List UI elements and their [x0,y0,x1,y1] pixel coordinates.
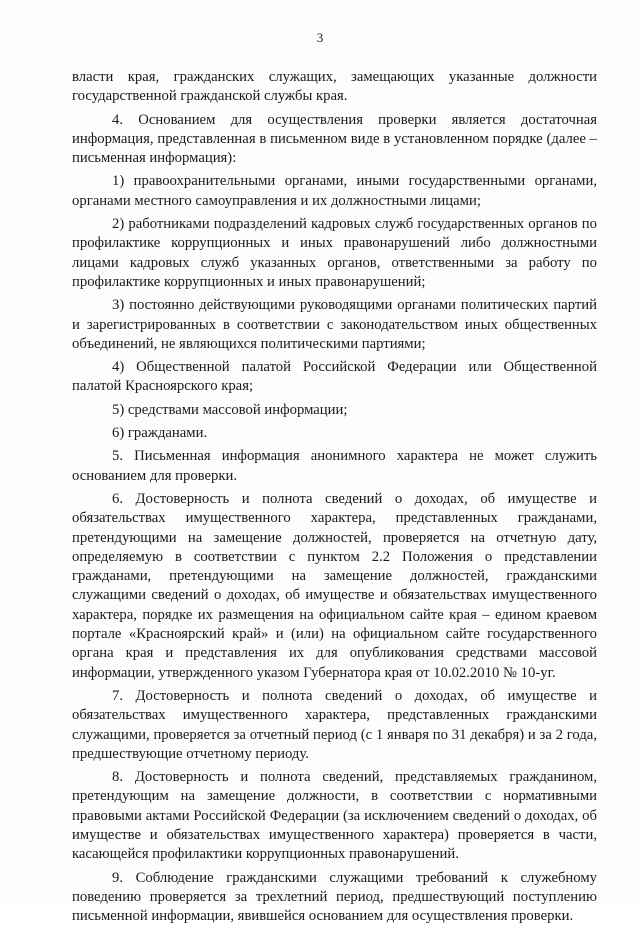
subitem-5: 5) средствами массовой информации; [112,401,348,418]
paragraph-item-6: 6. Достоверность и полнота сведений о доходах, об имуществе и обязательствах имущественного характера, представленных гражданами, претендующими на замещение должностей, проверяется на отчетную дату, определяемую в соответствии с пунктом 2.2 Положения о представлении гражданами, претендующими на замещение должностей, гражданскими служащими сведений о доходах, об имуществе и обязательствах имущественного характера, порядке их размещения на официальном сайте края – едином краевом портале «Красноярский край» и (или) на официальном сайте государственного органа края и представления их для опубликования средствами массовой информации, утвержденного указом Губернатора края от 10.02.2010 № 10-уг. [72,490,597,681]
document-body [72,68,597,930]
subitem-6: 6) гражданами. [112,425,208,442]
paragraph-item-8: 8. Достоверность и полнота сведений, представляемых гражданином, претендующим на замещение должности, в соответствии с нормативными правовыми актами Российской Федерации (за исключением сведений о доходах, об имуществе и обязательствах имущественного характера) проверяется в части, касающейся профилактики коррупционных правонарушений. [72,769,597,863]
page-number: 3 [316,30,324,45]
paragraph-item-4: 4. Основанием для осуществления проверки является достаточная информация, представленная в письменном виде в установленном порядке (далее – письменная информация): [72,111,597,167]
paragraph-item-7: 7. Достоверность и полнота сведений о доходах, об имуществе и обязательствах имущественного характера, представленных гражданскими служащими, проверяется за отчетный период (с 1 января по 31 декабря) и за 2 года, предшествующие отчетному периоду. [72,687,597,762]
paragraph-continuation: власти края, гражданских служащих, замещающих указанные должности государственной гражданской службы края. [72,69,597,105]
paragraph-item-5: 5. Письменная информация анонимного характера не может служить основанием для проверки. [72,448,597,484]
paragraph-item-9: 9. Соблюдение гражданскими служащими требований к служебному поведению проверяется за трехлетний период, предшествующий поступлению письменной информации, явившейся основанием для осуществления проверки. [72,869,597,925]
subitem-1: 1) правоохранительными органами, иными государственными органами, органами местного самоуправления и их должностными лицами; [72,173,597,209]
subitem-2: 2) работниками подразделений кадровых служб государственных органов по профилактике коррупционных и иных правонарушений либо должностными лицами кадровых служб указанных органов, ответственными за работу по профилактике коррупционных и иных правонарушений; [72,216,597,290]
subitem-4: 4) Общественной палатой Российской Федерации или Общественной палатой Красноярского края; [72,359,597,395]
subitem-3: 3) постоянно действующими руководящими органами политических партий и зарегистрированных в соответствии с законодательством иных общественных объединений, не являющихся политическими партиями; [72,297,597,352]
